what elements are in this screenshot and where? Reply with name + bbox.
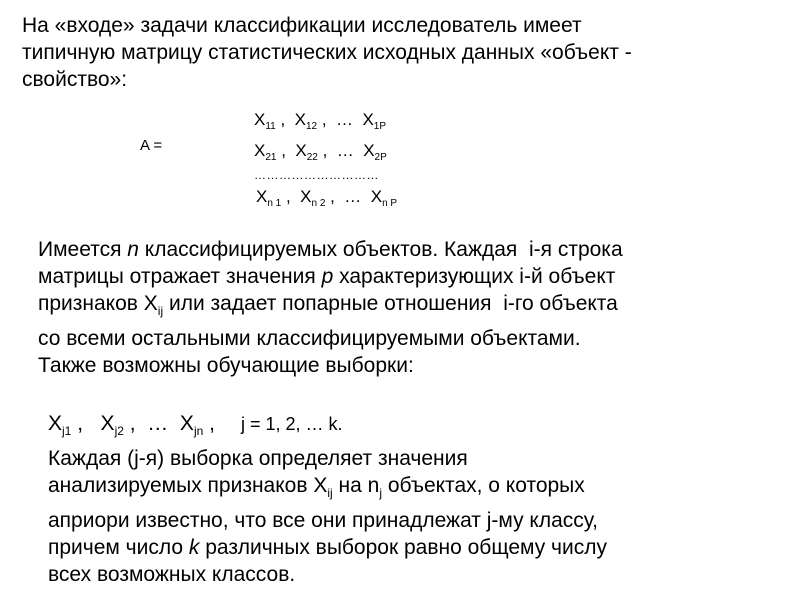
samples-line-5 bbox=[48, 534, 607, 561]
matrix-cell-index: n 2 bbox=[311, 198, 326, 209]
matrix-cell-index: 11 bbox=[265, 121, 276, 132]
matrix-cell: X bbox=[300, 187, 312, 206]
matrix-cell-index: 12 bbox=[305, 121, 318, 132]
matrix-row-2 bbox=[254, 141, 387, 163]
intro-line-2: типичную матрицу статистических исходных данных «объект - bbox=[22, 41, 632, 64]
intro-paragraph bbox=[22, 12, 632, 93]
matrix-separator: , bbox=[281, 187, 301, 206]
variable-k: k bbox=[188, 536, 200, 559]
samples-formula bbox=[48, 410, 607, 445]
objects-line-1 bbox=[38, 236, 623, 263]
text-run: матрицы отражает значения bbox=[38, 265, 322, 288]
text-run: на n bbox=[332, 474, 380, 497]
matrix-separator: , … bbox=[317, 110, 363, 129]
formula-x: X bbox=[48, 412, 63, 435]
matrix-row-n bbox=[256, 187, 397, 209]
objects-line-3 bbox=[38, 290, 623, 325]
matrix-cell: X bbox=[362, 110, 374, 129]
matrix-cell-index: 22 bbox=[306, 152, 318, 163]
text-run: объектах, о которых bbox=[381, 474, 585, 497]
formula-separator: , … bbox=[123, 412, 180, 435]
formula-index: j2 bbox=[114, 424, 124, 438]
formula-separator: , bbox=[71, 412, 101, 435]
matrix-cell: X bbox=[254, 141, 266, 160]
text-run: характеризующих i-й объект bbox=[333, 265, 616, 288]
formula-index: jn bbox=[193, 424, 204, 438]
formula-range: j = 1, 2, … k. bbox=[240, 414, 343, 434]
matrix-separator: , … bbox=[317, 141, 364, 160]
matrix-row-1 bbox=[254, 110, 386, 132]
text-run: Имеется bbox=[38, 238, 128, 261]
matrix-cell: X bbox=[295, 141, 307, 160]
objects-line-4: со всеми остальными классифицируемыми объектами. bbox=[38, 327, 581, 350]
index-j: j bbox=[379, 486, 382, 500]
matrix-dots-row: ………………………… bbox=[254, 168, 379, 182]
variable-p: p bbox=[321, 265, 334, 288]
matrix-cell: X bbox=[363, 141, 375, 160]
matrix-label: A = bbox=[140, 137, 163, 154]
objects-paragraph bbox=[38, 236, 623, 379]
samples-line-2: Каждая (j-я) выборка определяет значения bbox=[48, 447, 468, 470]
matrix-cell-index: 1P bbox=[373, 121, 387, 132]
samples-paragraph bbox=[48, 410, 607, 588]
text-run: анализируемых признаков X bbox=[48, 474, 328, 497]
objects-line-2 bbox=[38, 263, 623, 290]
text-run: классифицируемых объектов. Каждая i-я строка bbox=[138, 238, 623, 261]
variable-n: n bbox=[127, 238, 139, 261]
text-run: или задает попарные отношения i-го объекта bbox=[163, 292, 618, 315]
text-run: причем число bbox=[48, 536, 189, 559]
index-ij: ij bbox=[327, 486, 333, 500]
matrix-cell-index: 21 bbox=[265, 152, 277, 163]
formula-separator: , bbox=[203, 412, 215, 435]
matrix-cell: X bbox=[370, 187, 383, 206]
formula-x: X bbox=[100, 412, 115, 435]
matrix-cell-index: 2P bbox=[374, 152, 387, 163]
matrix-cell: X bbox=[254, 110, 266, 129]
matrix-separator: , bbox=[276, 141, 296, 160]
formula-x: X bbox=[179, 412, 194, 435]
matrix-cell: X bbox=[294, 110, 306, 129]
matrix-cell-index: n P bbox=[382, 198, 398, 209]
samples-line-3 bbox=[48, 472, 607, 507]
index-ij: ij bbox=[157, 304, 164, 318]
samples-line-6: всех возможных классов. bbox=[48, 563, 296, 586]
text-run: признаков X bbox=[38, 292, 158, 315]
matrix-cell: X bbox=[256, 187, 268, 206]
objects-line-5: Также возможны обучающие выборки: bbox=[38, 354, 414, 377]
intro-line-1: На «входе» задачи классификации исследователь имеет bbox=[22, 14, 582, 37]
samples-line-4: априори известно, что все они принадлежат j-му классу, bbox=[48, 509, 598, 532]
formula-index: j1 bbox=[62, 424, 72, 438]
intro-line-3: свойство»: bbox=[22, 68, 128, 91]
matrix-separator: , bbox=[275, 110, 295, 129]
matrix-separator: , … bbox=[325, 187, 371, 206]
text-run: различных выборок равно общему числу bbox=[199, 536, 607, 559]
matrix-cell-index: n 1 bbox=[267, 198, 282, 209]
